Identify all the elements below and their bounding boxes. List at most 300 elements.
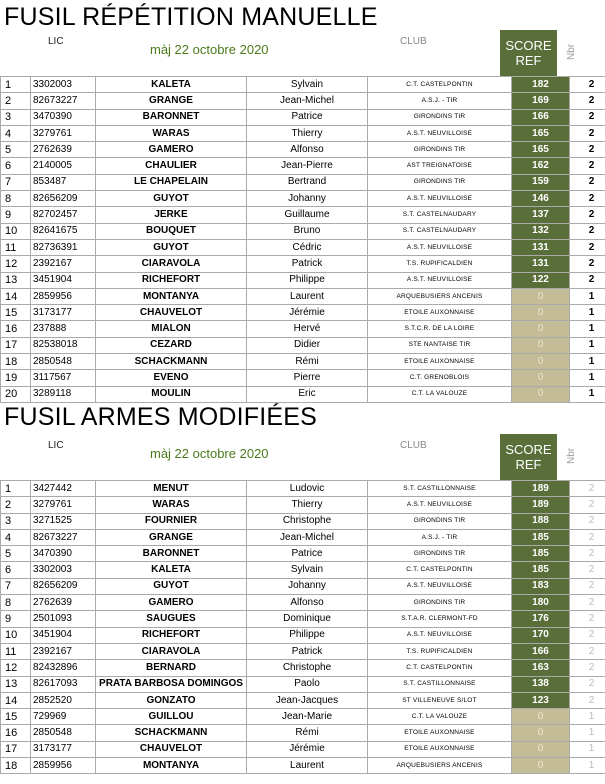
table-row [1, 191, 605, 207]
row-score: 169 [512, 93, 570, 109]
row-rank: 18 [1, 758, 31, 774]
row-score: 182 [512, 77, 570, 93]
row-last-name: JERKE [96, 207, 247, 223]
row-rank: 12 [1, 256, 31, 272]
row-first-name: Rémi [247, 354, 368, 370]
row-first-name: Alfonso [247, 142, 368, 158]
row-club: S.T.C.R. DE LA LOIRE [368, 321, 512, 337]
row-rank: 9 [1, 611, 31, 627]
row-rank: 1 [1, 77, 31, 93]
row-count: 1 [570, 305, 605, 321]
row-club: GIRONDINS TIR [368, 109, 512, 125]
header-lic: LIC [48, 36, 64, 47]
row-rank: 17 [1, 337, 31, 353]
row-last-name: RICHEFORT [96, 627, 247, 643]
row-club: ETOILE AUXONNAISE [368, 354, 512, 370]
row-licence: 3470390 [31, 546, 96, 562]
table-row [1, 611, 605, 627]
row-licence: 3271525 [31, 513, 96, 529]
table-row [1, 758, 605, 774]
table-row [1, 288, 605, 304]
row-score: 0 [512, 305, 570, 321]
row-rank: 3 [1, 109, 31, 125]
row-club: A.S.T. NEUVILLOISE [368, 272, 512, 288]
row-score: 0 [512, 288, 570, 304]
row-licence: 3470390 [31, 109, 96, 125]
row-club: A.S.T. NEUVILLOISE [368, 497, 512, 513]
row-club: A.S.T. NEUVILLOISE [368, 239, 512, 255]
row-count: 2 [570, 611, 605, 627]
row-licence: 3173177 [31, 741, 96, 757]
row-last-name: EVENO [96, 370, 247, 386]
row-rank: 18 [1, 354, 31, 370]
row-score: 166 [512, 109, 570, 125]
row-rank: 16 [1, 725, 31, 741]
row-first-name: Jean-Pierre [247, 158, 368, 174]
table-row [1, 158, 605, 174]
row-first-name: Patrice [247, 546, 368, 562]
row-first-name: Ludovic [247, 481, 368, 497]
row-rank: 15 [1, 709, 31, 725]
row-licence: 82673227 [31, 529, 96, 545]
row-licence: 82538018 [31, 337, 96, 353]
row-rank: 13 [1, 272, 31, 288]
row-score: 163 [512, 660, 570, 676]
table-row [1, 305, 605, 321]
row-last-name: FOURNIER [96, 513, 247, 529]
header-score-line1: SCORE [505, 38, 552, 53]
row-first-name: Cédric [247, 239, 368, 255]
row-rank: 4 [1, 529, 31, 545]
row-licence: 3451904 [31, 627, 96, 643]
row-rank: 2 [1, 497, 31, 513]
row-club: GIRONDINS TIR [368, 513, 512, 529]
row-club: A.S.T. NEUVILLOISE [368, 627, 512, 643]
row-count: 2 [570, 529, 605, 545]
row-score: 122 [512, 272, 570, 288]
row-licence: 2859956 [31, 288, 96, 304]
row-licence: 2501093 [31, 611, 96, 627]
row-count: 2 [570, 660, 605, 676]
row-club: S.T. CASTILLONNAISE [368, 481, 512, 497]
row-first-name: Alfonso [247, 595, 368, 611]
row-last-name: CHAUVELOT [96, 741, 247, 757]
row-count: 1 [570, 758, 605, 774]
row-count: 2 [570, 109, 605, 125]
table-row [1, 562, 605, 578]
row-club: C.T. CASTELPONTIN [368, 562, 512, 578]
row-first-name: Jérémie [247, 305, 368, 321]
row-licence: 3302003 [31, 77, 96, 93]
row-last-name: MOULIN [96, 386, 247, 402]
header-score-line2: REF [515, 457, 542, 472]
row-club: ARQUEBUSIERS ANCENIS [368, 758, 512, 774]
row-last-name: CHAULIER [96, 158, 247, 174]
row-licence: 3173177 [31, 305, 96, 321]
row-first-name: Rémi [247, 725, 368, 741]
row-first-name: Philippe [247, 627, 368, 643]
row-rank: 3 [1, 513, 31, 529]
row-count: 1 [570, 354, 605, 370]
table-row [1, 77, 605, 93]
row-count: 1 [570, 337, 605, 353]
row-score: 0 [512, 741, 570, 757]
row-score: 131 [512, 239, 570, 255]
row-count: 2 [570, 77, 605, 93]
row-club: GIRONDINS TIR [368, 142, 512, 158]
row-club: ETOILE AUXONNAISE [368, 741, 512, 757]
row-last-name: GONZATO [96, 692, 247, 708]
row-first-name: Patrick [247, 643, 368, 659]
row-first-name: Pierre [247, 370, 368, 386]
row-first-name: Didier [247, 337, 368, 353]
table-row [1, 354, 605, 370]
row-last-name: GRANGE [96, 93, 247, 109]
row-first-name: Paolo [247, 676, 368, 692]
row-club: STE NANTAISE TIR [368, 337, 512, 353]
row-count: 2 [570, 562, 605, 578]
row-count: 2 [570, 239, 605, 255]
row-last-name: SAUGUES [96, 611, 247, 627]
table-row [1, 676, 605, 692]
table-row [1, 513, 605, 529]
row-last-name: GUYOT [96, 191, 247, 207]
row-last-name: BOUQUET [96, 223, 247, 239]
table-row [1, 207, 605, 223]
table-row [1, 627, 605, 643]
table-row [1, 386, 605, 402]
row-count: 2 [570, 546, 605, 562]
row-count: 1 [570, 321, 605, 337]
row-last-name: GAMERO [96, 142, 247, 158]
table-row [1, 239, 605, 255]
row-licence: 3279761 [31, 125, 96, 141]
row-last-name: MIALON [96, 321, 247, 337]
row-rank: 5 [1, 142, 31, 158]
row-licence: 3279761 [31, 497, 96, 513]
row-count: 2 [570, 207, 605, 223]
table-row [1, 321, 605, 337]
row-rank: 14 [1, 692, 31, 708]
row-licence: 2850548 [31, 725, 96, 741]
table-row [1, 223, 605, 239]
row-score: 0 [512, 370, 570, 386]
row-licence: 2859956 [31, 758, 96, 774]
row-score: 189 [512, 481, 570, 497]
row-rank: 14 [1, 288, 31, 304]
row-first-name: Thierry [247, 497, 368, 513]
header-nbr: Nbr [566, 447, 577, 464]
results-table [0, 480, 605, 774]
table-header [0, 434, 605, 480]
table-row [1, 741, 605, 757]
row-last-name: MONTANYA [96, 758, 247, 774]
row-rank: 13 [1, 676, 31, 692]
row-count: 2 [570, 174, 605, 190]
row-club: A.S.J. - TIR [368, 93, 512, 109]
row-licence: 3451904 [31, 272, 96, 288]
row-count: 1 [570, 709, 605, 725]
row-last-name: SCHACKMANN [96, 354, 247, 370]
row-count: 1 [570, 741, 605, 757]
table-row [1, 725, 605, 741]
row-licence: 82617093 [31, 676, 96, 692]
table-row [1, 497, 605, 513]
row-last-name: GAMERO [96, 595, 247, 611]
table-row [1, 272, 605, 288]
row-score: 185 [512, 529, 570, 545]
row-club: S.T. CASTILLONNAISE [368, 676, 512, 692]
row-last-name: LE CHAPELAIN [96, 174, 247, 190]
header-score-line2: REF [515, 53, 542, 68]
row-licence: 82641675 [31, 223, 96, 239]
row-score: 0 [512, 758, 570, 774]
header-club: CLUB [400, 440, 427, 451]
row-count: 2 [570, 513, 605, 529]
row-score: 165 [512, 125, 570, 141]
row-first-name: Jean-Michel [247, 93, 368, 109]
table-row [1, 692, 605, 708]
row-rank: 11 [1, 239, 31, 255]
row-last-name: BARONNET [96, 109, 247, 125]
row-rank: 16 [1, 321, 31, 337]
row-last-name: KALETA [96, 77, 247, 93]
row-score: 131 [512, 256, 570, 272]
row-count: 1 [570, 370, 605, 386]
row-licence: 2392167 [31, 643, 96, 659]
row-count: 1 [570, 725, 605, 741]
row-score: 159 [512, 174, 570, 190]
table-row [1, 578, 605, 594]
row-first-name: Jean-Marie [247, 709, 368, 725]
table-row [1, 643, 605, 659]
row-count: 2 [570, 256, 605, 272]
row-club: A.S.T. NEUVILLOISE [368, 578, 512, 594]
row-club: GIRONDINS TIR [368, 595, 512, 611]
row-score: 166 [512, 643, 570, 659]
row-rank: 4 [1, 125, 31, 141]
row-licence: 82702457 [31, 207, 96, 223]
row-licence: 237888 [31, 321, 96, 337]
row-score: 0 [512, 386, 570, 402]
row-score: 0 [512, 321, 570, 337]
row-score: 0 [512, 337, 570, 353]
row-count: 2 [570, 191, 605, 207]
row-last-name: GRANGE [96, 529, 247, 545]
row-club: C.T. CASTELPONTIN [368, 660, 512, 676]
row-club: T.S. RUPIFICALDIEN [368, 256, 512, 272]
row-count: 2 [570, 125, 605, 141]
row-rank: 7 [1, 174, 31, 190]
row-rank: 15 [1, 305, 31, 321]
row-rank: 5 [1, 546, 31, 562]
row-club: ETOILE AUXONNAISE [368, 725, 512, 741]
row-score: 165 [512, 142, 570, 158]
row-club: A.S.T. NEUVILLOISE [368, 191, 512, 207]
row-rank: 1 [1, 481, 31, 497]
row-licence: 82656209 [31, 191, 96, 207]
row-rank: 10 [1, 627, 31, 643]
row-licence: 82736391 [31, 239, 96, 255]
row-licence: 3289118 [31, 386, 96, 402]
row-score: 185 [512, 562, 570, 578]
row-club: C.T. LA VALOUZE [368, 709, 512, 725]
row-last-name: BARONNET [96, 546, 247, 562]
row-last-name: BERNARD [96, 660, 247, 676]
row-score: 146 [512, 191, 570, 207]
header-club: CLUB [400, 36, 427, 47]
row-last-name: MONTANYA [96, 288, 247, 304]
row-club: S.T. CASTELNAUDARY [368, 207, 512, 223]
row-first-name: Sylvain [247, 562, 368, 578]
row-licence: 3427442 [31, 481, 96, 497]
row-score: 176 [512, 611, 570, 627]
header-lic: LIC [48, 440, 64, 451]
row-club: T.S. RUPIFICALDIEN [368, 643, 512, 659]
row-last-name: GUILLOU [96, 709, 247, 725]
row-first-name: Bruno [247, 223, 368, 239]
header-update-date: màj 22 octobre 2020 [150, 42, 269, 57]
row-score: 138 [512, 676, 570, 692]
row-count: 2 [570, 595, 605, 611]
row-first-name: Johanny [247, 191, 368, 207]
row-score: 185 [512, 546, 570, 562]
section-title: FUSIL ARMES MODIFIÉES [4, 403, 318, 431]
row-rank: 6 [1, 562, 31, 578]
table-row [1, 142, 605, 158]
row-first-name: Patrick [247, 256, 368, 272]
row-last-name: CHAUVELOT [96, 305, 247, 321]
row-last-name: WARAS [96, 125, 247, 141]
header-score-ref [500, 434, 557, 480]
row-licence: 2762639 [31, 595, 96, 611]
row-rank: 10 [1, 223, 31, 239]
row-score: 170 [512, 627, 570, 643]
row-count: 1 [570, 288, 605, 304]
row-count: 2 [570, 692, 605, 708]
row-rank: 17 [1, 741, 31, 757]
table-row [1, 109, 605, 125]
row-last-name: WARAS [96, 497, 247, 513]
row-count: 2 [570, 676, 605, 692]
row-rank: 12 [1, 660, 31, 676]
row-count: 2 [570, 627, 605, 643]
row-score: 183 [512, 578, 570, 594]
table-row [1, 546, 605, 562]
row-score: 162 [512, 158, 570, 174]
row-last-name: KALETA [96, 562, 247, 578]
table-row [1, 481, 605, 497]
row-last-name: RICHEFORT [96, 272, 247, 288]
row-club: ST VILLENEUVE S/LOT [368, 692, 512, 708]
row-first-name: Thierry [247, 125, 368, 141]
row-score: 132 [512, 223, 570, 239]
row-first-name: Christophe [247, 513, 368, 529]
table-row [1, 660, 605, 676]
table-row [1, 370, 605, 386]
row-licence: 729969 [31, 709, 96, 725]
row-first-name: Bertrand [247, 174, 368, 190]
row-first-name: Jean-Jacques [247, 692, 368, 708]
row-first-name: Christophe [247, 660, 368, 676]
row-rank: 2 [1, 93, 31, 109]
row-score: 0 [512, 709, 570, 725]
row-first-name: Eric [247, 386, 368, 402]
header-update-date: màj 22 octobre 2020 [150, 446, 269, 461]
row-last-name: SCHACKMANN [96, 725, 247, 741]
row-count: 2 [570, 272, 605, 288]
row-club: S.T.A.R. CLERMONT-FD [368, 611, 512, 627]
row-rank: 6 [1, 158, 31, 174]
results-table [0, 76, 605, 403]
row-licence: 2140005 [31, 158, 96, 174]
row-club: C.T. LA VALOUZE [368, 386, 512, 402]
row-last-name: CIARAVOLA [96, 256, 247, 272]
row-last-name: CEZARD [96, 337, 247, 353]
table-row [1, 529, 605, 545]
table-row [1, 709, 605, 725]
table-row [1, 337, 605, 353]
table-row [1, 174, 605, 190]
row-licence: 2392167 [31, 256, 96, 272]
row-club: A.S.J. - TIR [368, 529, 512, 545]
row-licence: 82656209 [31, 578, 96, 594]
row-licence: 2762639 [31, 142, 96, 158]
row-count: 2 [570, 93, 605, 109]
section-title: FUSIL RÉPÉTITION MANUELLE [4, 3, 378, 31]
row-first-name: Guillaume [247, 207, 368, 223]
row-first-name: Patrice [247, 109, 368, 125]
row-score: 123 [512, 692, 570, 708]
header-score-line1: SCORE [505, 442, 552, 457]
row-score: 0 [512, 725, 570, 741]
row-score: 0 [512, 354, 570, 370]
row-rank: 8 [1, 191, 31, 207]
row-first-name: Dominique [247, 611, 368, 627]
row-rank: 20 [1, 386, 31, 402]
row-score: 189 [512, 497, 570, 513]
row-first-name: Johanny [247, 578, 368, 594]
row-last-name: GUYOT [96, 578, 247, 594]
row-first-name: Jérémie [247, 741, 368, 757]
row-rank: 11 [1, 643, 31, 659]
row-count: 2 [570, 481, 605, 497]
row-licence: 2850548 [31, 354, 96, 370]
row-rank: 7 [1, 578, 31, 594]
row-count: 2 [570, 142, 605, 158]
row-score: 188 [512, 513, 570, 529]
row-club: GIRONDINS TIR [368, 174, 512, 190]
row-club: A.S.T. NEUVILLOISE [368, 125, 512, 141]
row-last-name: PRATA BARBOSA DOMINGOS [96, 676, 247, 692]
row-last-name: GUYOT [96, 239, 247, 255]
row-club: GIRONDINS TIR [368, 546, 512, 562]
table-row [1, 125, 605, 141]
row-rank: 8 [1, 595, 31, 611]
row-first-name: Laurent [247, 288, 368, 304]
row-count: 1 [570, 386, 605, 402]
row-count: 2 [570, 643, 605, 659]
row-rank: 9 [1, 207, 31, 223]
row-first-name: Laurent [247, 758, 368, 774]
header-score-ref [500, 30, 557, 76]
row-first-name: Sylvain [247, 77, 368, 93]
row-count: 2 [570, 497, 605, 513]
row-rank: 19 [1, 370, 31, 386]
header-nbr: Nbr [566, 43, 577, 60]
table-row [1, 93, 605, 109]
table-header [0, 30, 605, 76]
